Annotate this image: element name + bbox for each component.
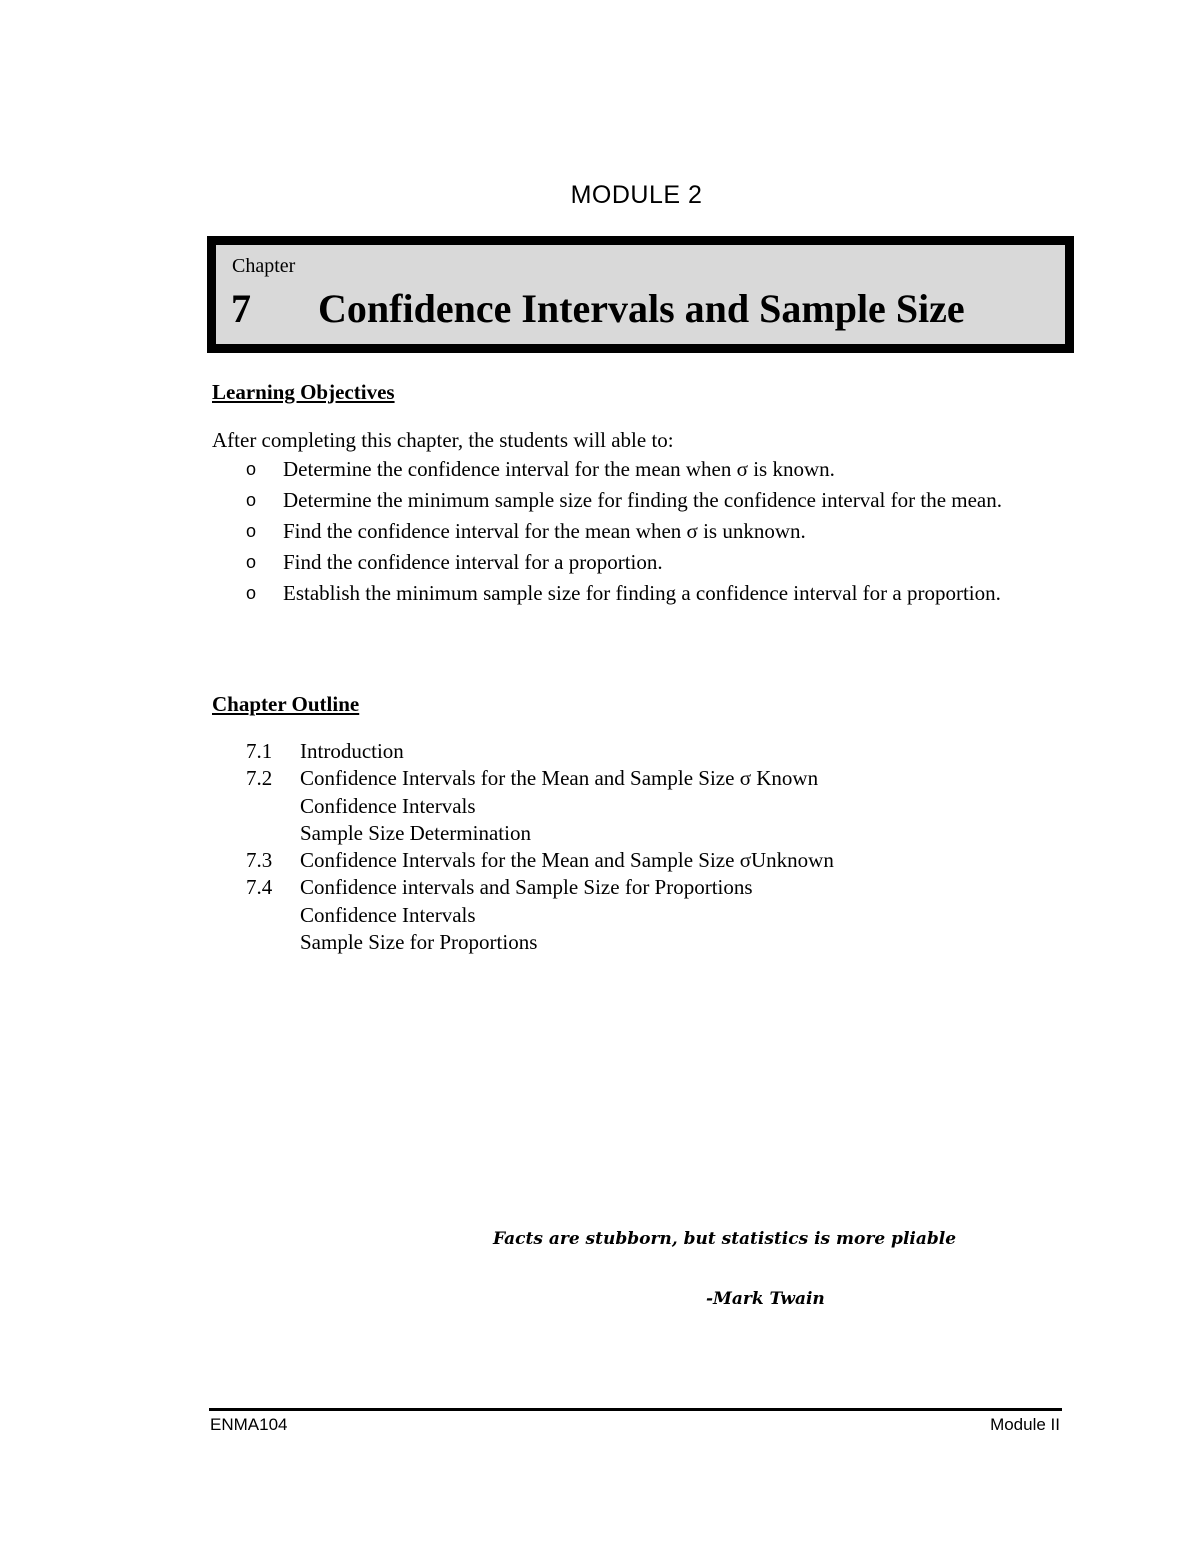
outline-text: Sample Size for Proportions bbox=[300, 930, 538, 955]
objective-text: Determine the confidence interval for the mean when σ is known. bbox=[283, 457, 835, 481]
quote-text: Facts are stubborn, but statistics is more pliable bbox=[493, 1229, 957, 1249]
bullet-icon: o bbox=[246, 459, 257, 479]
outline-text: Confidence intervals and Sample Size for Proportions bbox=[300, 875, 753, 900]
list-item bbox=[246, 578, 1046, 609]
list-item bbox=[246, 454, 1046, 485]
list-item bbox=[246, 547, 1046, 578]
footer-divider bbox=[209, 1408, 1062, 1411]
objective-text: Establish the minimum sample size for finding a confidence interval for a proportion. bbox=[283, 581, 1001, 605]
footer-module-label: Module II bbox=[990, 1415, 1060, 1434]
outline-text: Confidence Intervals bbox=[300, 793, 476, 818]
objective-text: Find the confidence interval for the mean when σ is unknown. bbox=[283, 519, 806, 543]
list-item bbox=[246, 516, 1046, 547]
learning-objectives-heading: Learning Objectives bbox=[212, 380, 395, 404]
bullet-icon: o bbox=[246, 552, 257, 572]
objective-text: Find the confidence interval for a proportion. bbox=[283, 550, 663, 574]
quote-author: -Mark Twain bbox=[706, 1289, 825, 1309]
bullet-icon: o bbox=[246, 490, 257, 510]
outline-number: 7.1 bbox=[246, 739, 273, 763]
chapter-banner bbox=[207, 236, 1074, 353]
objectives-intro: After completing this chapter, the students will able to: bbox=[212, 428, 674, 452]
outline-number: 7.4 bbox=[246, 875, 273, 900]
objective-text: Determine the minimum sample size for finding the confidence interval for the mean. bbox=[283, 488, 1003, 512]
chapter-outline-heading: Chapter Outline bbox=[212, 692, 360, 716]
chapter-label: Chapter bbox=[232, 255, 296, 277]
chapter-title: Confidence Intervals and Sample Size bbox=[318, 286, 965, 331]
footer-course-code: ENMA104 bbox=[210, 1415, 288, 1434]
outline-text: Sample Size Determination bbox=[300, 820, 531, 845]
outline-text: Confidence Intervals for the Mean and Sample Size σUnknown bbox=[300, 848, 834, 873]
module-title: MODULE 2 bbox=[570, 181, 703, 209]
outline-number: 7.3 bbox=[246, 848, 273, 873]
list-item bbox=[246, 485, 1046, 516]
outline-number: 7.2 bbox=[246, 766, 273, 791]
bullet-icon: o bbox=[246, 583, 257, 603]
chapter-number: 7 bbox=[231, 286, 251, 331]
objectives-list bbox=[246, 454, 1046, 609]
outline-text: Confidence Intervals bbox=[300, 902, 476, 927]
bullet-icon: o bbox=[246, 521, 257, 541]
outline-text: Confidence Intervals for the Mean and Sample Size σ Known bbox=[300, 766, 819, 791]
outline-text: Introduction bbox=[300, 739, 404, 763]
